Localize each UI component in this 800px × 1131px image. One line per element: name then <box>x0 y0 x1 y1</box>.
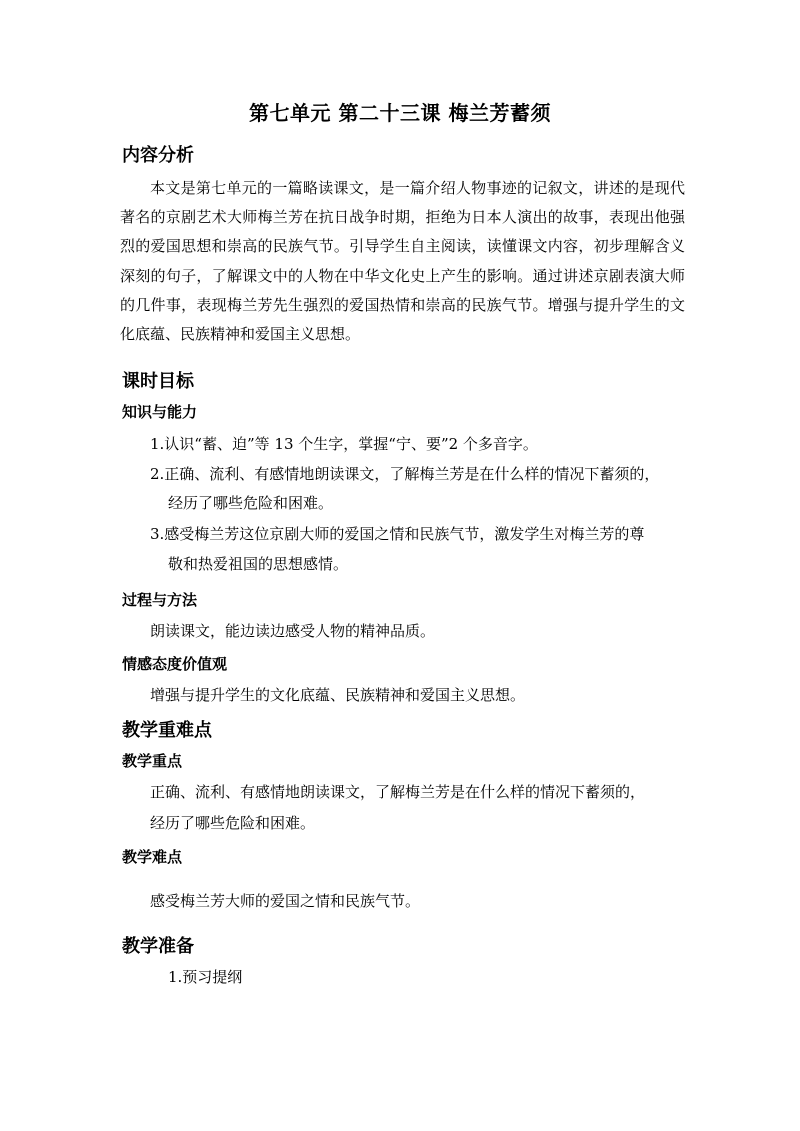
objective-item-3-line-1: 3.感受梅兰芳这位京剧大师的爱国之情和民族气节，激发学生对梅兰芳的尊 <box>150 525 645 543</box>
heading-teaching-preparation: 教学准备 <box>122 936 194 957</box>
heading-emotion-values: 情感态度价值观 <box>122 655 228 673</box>
heading-teaching-difficulty: 教学难点 <box>122 848 183 866</box>
heading-teaching-focus: 教学重点 <box>122 752 183 770</box>
heading-knowledge-ability: 知识与能力 <box>122 403 198 421</box>
objective-item-2-line-2: 经历了哪些危险和困难。 <box>168 494 334 512</box>
objective-item-1: 1.认识“蓄、迫”等 13 个生字，掌握“宁、要”2 个多音字。 <box>150 435 538 453</box>
objective-item-2-line-1: 2.正确、流利、有感情地朗读课文，了解梅兰芳是在什么样的情况下蓄须的， <box>150 465 660 483</box>
heading-process-method: 过程与方法 <box>122 591 198 609</box>
content-analysis-paragraph: 本文是第七单元的一篇略读课文，是一篇介绍人物事迹的记叙文，讲述的是现代著名的京剧艺术大师梅兰芳在抗日战争时期，拒绝为日本人演出的故事，表现出他强烈的爱国思想和崇高的民族气节。引导学生自主阅读，读懂课文内容，初步理解含义深刻的句子，了解课文中的人物在中华文化史上产生的影响。通过讲述京剧表演大师的几件事，表现梅兰芳先生强烈的爱国热情和崇高的民族气节。增强与提升学生的文化底蕴、民族精神和爱国主义思想。 <box>120 179 685 344</box>
heading-lesson-objectives: 课时目标 <box>122 371 194 392</box>
process-method-text: 朗读课文，能边读边感受人物的精神品质。 <box>150 622 436 640</box>
objective-item-3-line-2: 敬和热爱祖国的思想感情。 <box>168 555 349 573</box>
heading-key-difficult-points: 教学重难点 <box>122 720 212 741</box>
emotion-values-text: 增强与提升学生的文化底蕴、民族精神和爱国主义思想。 <box>150 686 526 704</box>
preparation-item-1: 1.预习提纲 <box>168 968 243 986</box>
page-title: 第七单元 第二十三课 梅兰芳蓄须 <box>249 101 551 125</box>
teaching-focus-line-2: 经历了哪些危险和困难。 <box>150 814 316 832</box>
heading-content-analysis: 内容分析 <box>122 145 194 166</box>
teaching-difficulty-text: 感受梅兰芳大师的爱国之情和民族气节。 <box>150 892 421 910</box>
teaching-focus-line-1: 正确、流利、有感情地朗读课文，了解梅兰芳是在什么样的情况下蓄须的， <box>150 783 646 801</box>
